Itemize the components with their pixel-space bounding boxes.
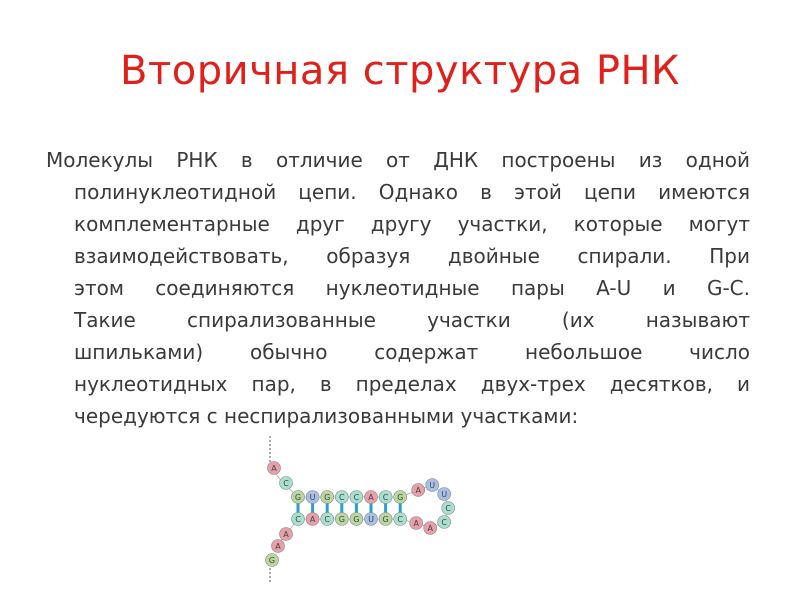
nucleotide-letter: C <box>324 515 330 524</box>
nucleotide-letter: G <box>294 493 302 502</box>
nucleotide-3prime-tail <box>280 528 293 541</box>
nucleotide-letter: U <box>368 515 374 524</box>
nucleotide-loop <box>442 502 455 515</box>
nucleotide-letter: C <box>397 515 403 524</box>
nucleotide-loop <box>412 484 425 497</box>
nucleotide-letter: U <box>441 490 448 499</box>
paragraph-line: Такие спирализованные участки (их называют <box>74 308 750 332</box>
nucleotide-top-strand <box>379 491 392 504</box>
nucleotide-bottom-strand <box>321 513 334 526</box>
nucleotide-letter: C <box>283 479 289 488</box>
nucleotide-letter: U <box>429 481 436 490</box>
nucleotide-letter: G <box>397 493 404 502</box>
paragraph-line: этом соединяются нуклеотидные пары A-U и G-C. <box>74 276 750 300</box>
nucleotide-letter: U <box>309 493 316 502</box>
nucleotide-letter: A <box>283 530 289 539</box>
paragraph-line: полинуклеотидной цепи. Однако в этой цепи имеются <box>74 180 750 204</box>
nucleotide-letter: G <box>324 493 331 502</box>
nucleotide-letter: C <box>441 518 447 527</box>
paragraph-line: Молекулы РНК в отличие от ДНК построены из одной <box>46 148 750 172</box>
paragraph-line: чередуются с неспирализованными участками: <box>74 404 579 428</box>
nucleotide-letter: A <box>413 519 419 528</box>
nucleotide-letter: C <box>295 515 301 524</box>
nucleotide-bottom-strand <box>306 513 319 526</box>
nucleotide-top-strand <box>321 491 334 504</box>
slide-title: Вторичная структура РНК <box>120 48 680 94</box>
paragraph-line: нуклеотидных пар, в пределах двух-трех десятков, и <box>74 372 750 396</box>
slide-paragraph <box>46 144 750 432</box>
nucleotide-top-strand <box>306 491 319 504</box>
nucleotide-5prime-tail <box>268 462 281 475</box>
nucleotide-loop <box>438 488 451 501</box>
nucleotide-letter: A <box>427 524 433 533</box>
nucleotide-letter: A <box>309 515 316 524</box>
nucleotide-top-strand <box>292 491 305 504</box>
nucleotide-letter: C <box>445 504 451 513</box>
nucleotide-letter: C <box>339 493 345 502</box>
nucleotide-3prime-tail <box>266 554 279 567</box>
nucleotide-letter: A <box>271 464 277 473</box>
rna-hairpin-diagram <box>250 430 510 590</box>
nucleotide-3prime-tail <box>272 540 285 553</box>
nucleotide-bottom-strand <box>335 513 348 526</box>
nucleotide-letter: C <box>382 493 389 502</box>
nucleotide-letter: G <box>268 556 276 565</box>
paragraph-line: комплементарные друг другу участки, которые могут <box>74 212 750 236</box>
nucleotide-letter: C <box>353 493 360 502</box>
nucleotide-letter: A <box>368 493 374 502</box>
nucleotide-letter: A <box>275 542 281 551</box>
nucleotide-top-strand <box>365 491 378 504</box>
nucleotide-letter: G <box>353 515 360 524</box>
nucleotide-letter: G <box>338 515 345 524</box>
nucleotide-top-strand <box>350 491 363 504</box>
nucleotide-bottom-strand <box>379 513 392 526</box>
nucleotide-top-strand <box>335 491 348 504</box>
nucleotide-bottom-strand <box>394 513 407 526</box>
nucleotide-loop <box>426 479 439 492</box>
nucleotide-top-strand <box>394 491 407 504</box>
paragraph-line: шпильками) обычно содержат небольшое число <box>74 340 750 364</box>
nucleotide-bottom-strand <box>365 513 378 526</box>
nucleotide-loop <box>424 522 437 535</box>
nucleotide-loop <box>410 517 423 530</box>
nucleotide-letter: G <box>382 515 389 524</box>
nucleotide-loop <box>438 516 451 529</box>
nucleotide-bottom-strand <box>292 513 305 526</box>
nucleotide-5prime-tail <box>280 477 293 490</box>
nucleotide-letter: A <box>415 486 421 495</box>
nucleotide-bottom-strand <box>350 513 363 526</box>
paragraph-line: взаимодействовать, образуя двойные спирали. При <box>74 244 750 268</box>
